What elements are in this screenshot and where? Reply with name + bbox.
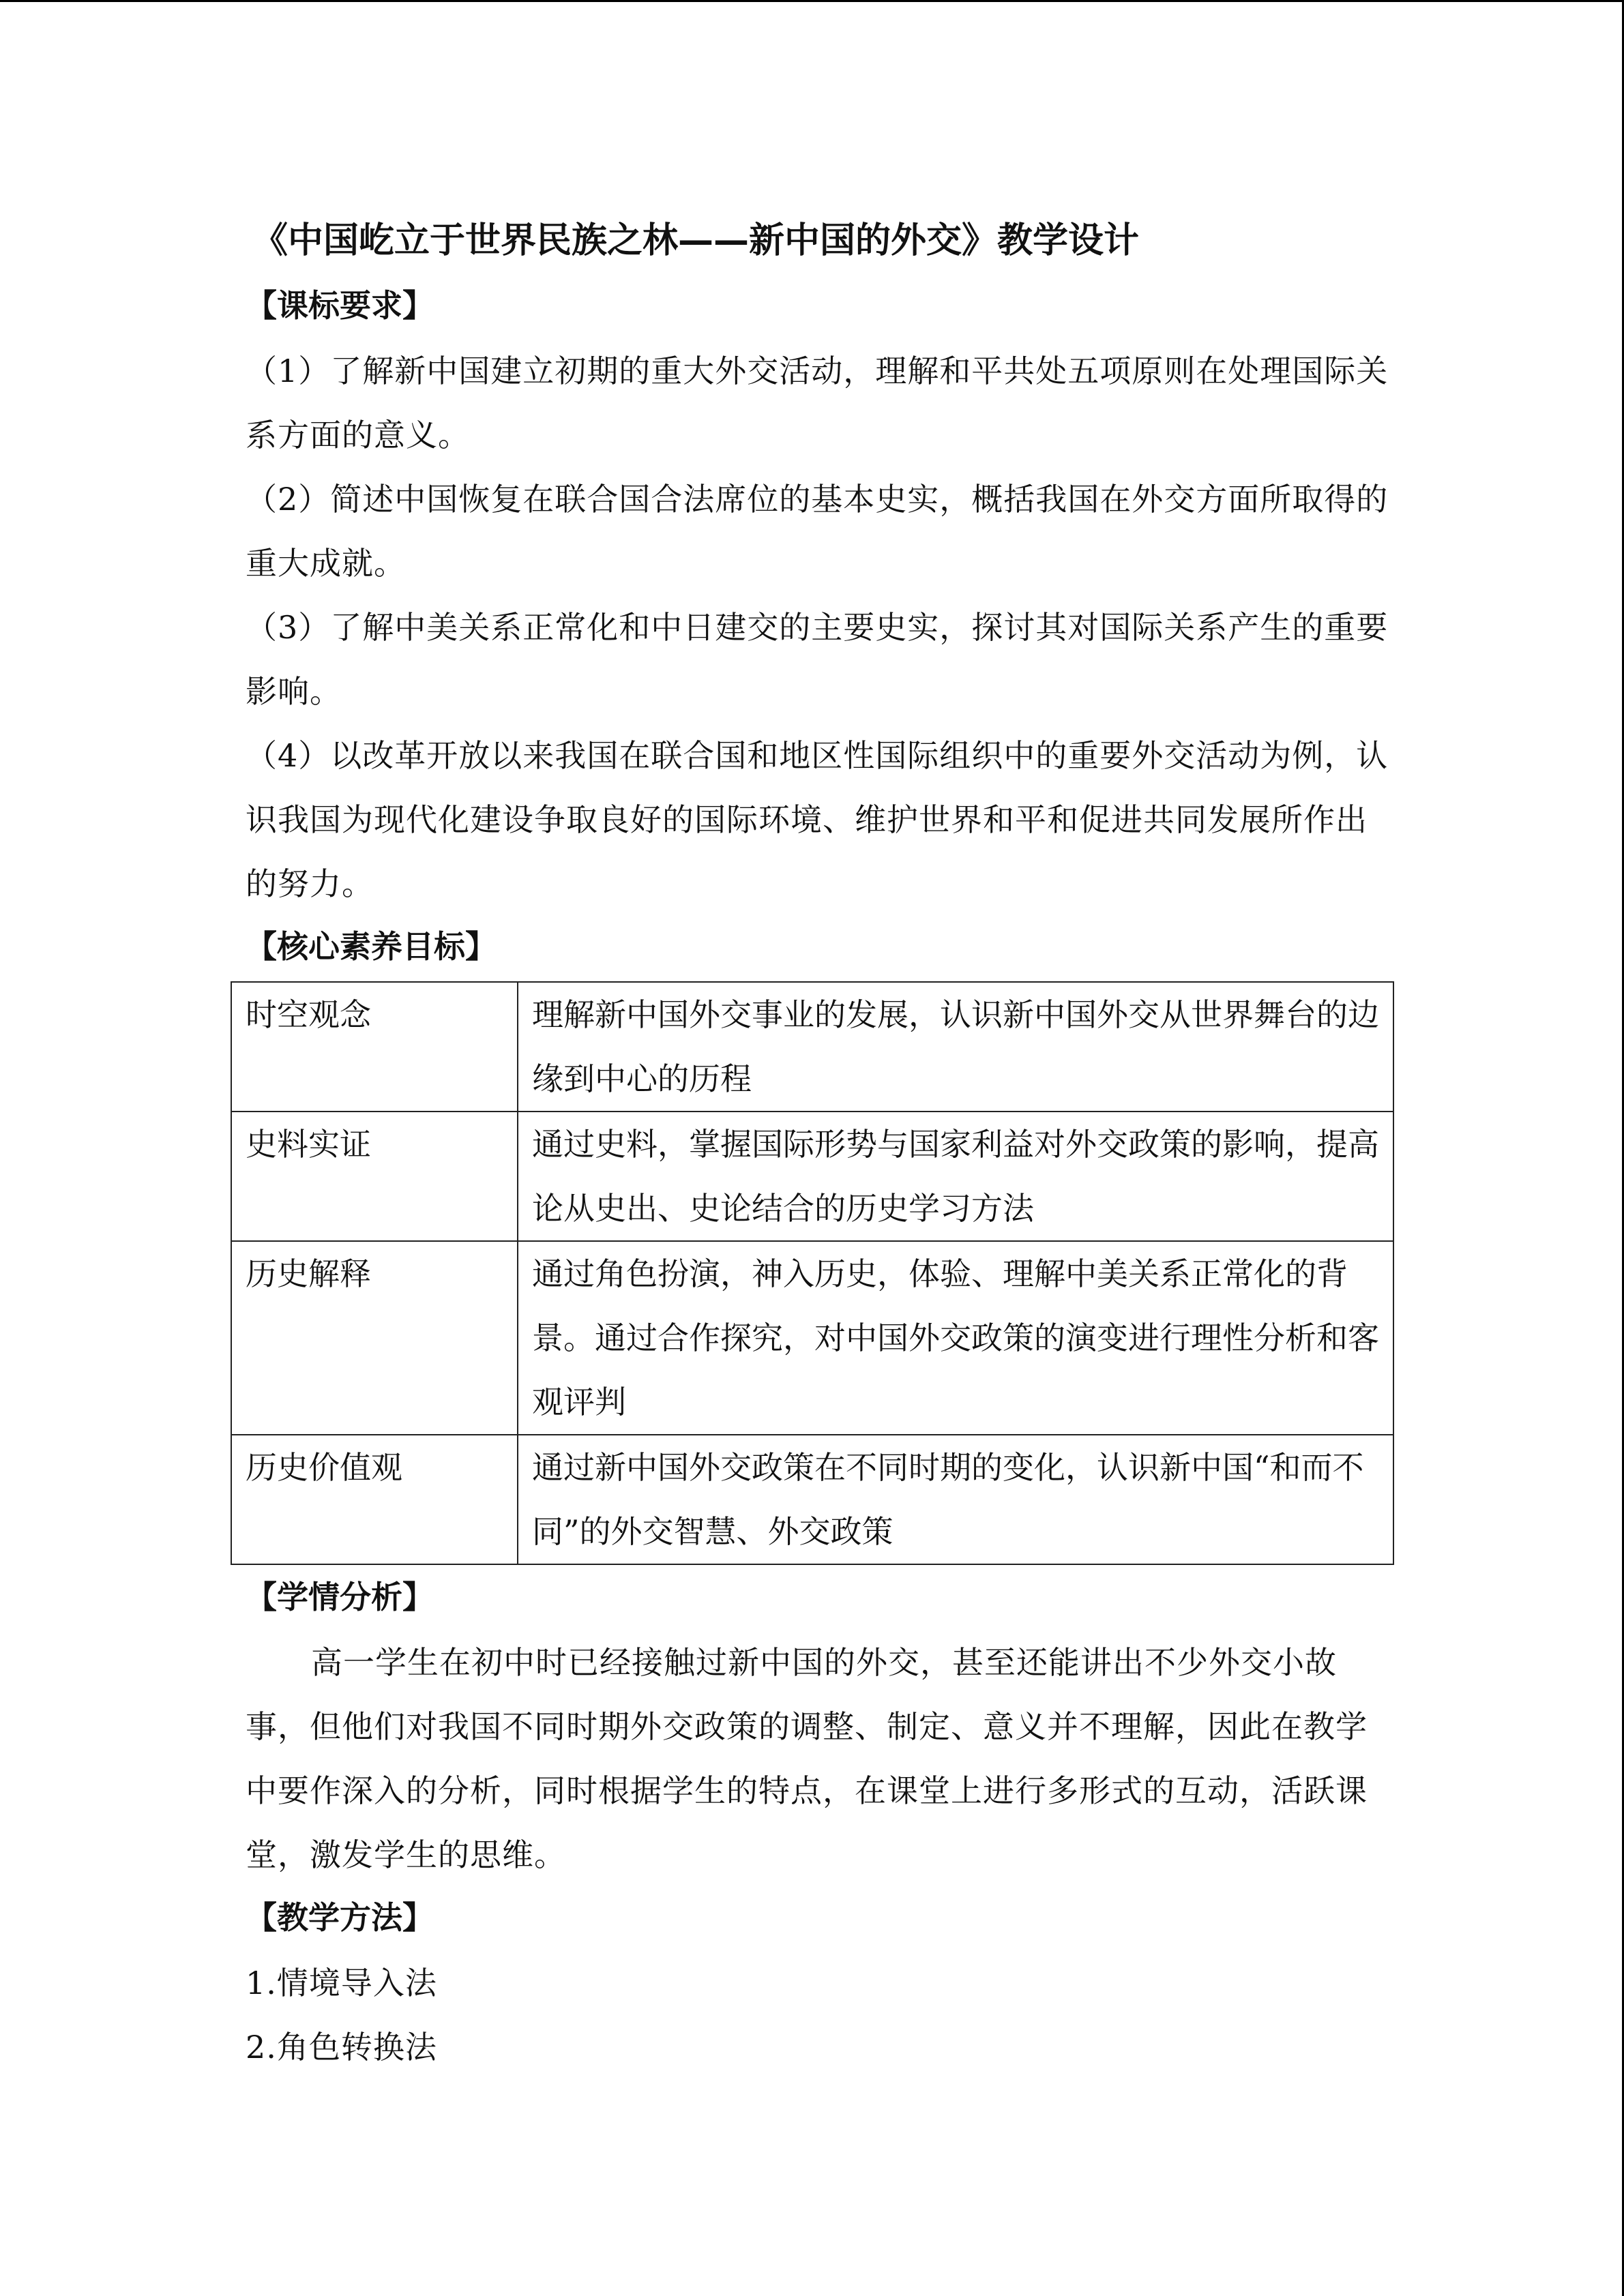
learner-analysis-text: 高一学生在初中时已经接触过新中国的外交，甚至还能讲出不少外交小故事，但他们对我国不同时期外交政策的调整、制定、意义并不理解，因此在教学中要作深入的分析，同时根据学生的特点，在课堂上进行多形式的互动，活跃课堂，激发学生的思维。 xyxy=(246,1644,1368,1873)
literacy-value: 通过角色扮演，神入历史，体验、理解中美关系正常化的背景。通过合作探究，对中国外交政策的演变进行理性分析和客观评判 xyxy=(518,1241,1393,1435)
literacy-value: 通过新中国外交政策在不同时期的变化，认识新中国“和而不同”的外交智慧、外交政策 xyxy=(518,1435,1393,1564)
literacy-value: 理解新中国外交事业的发展，认识新中国外交从世界舞台的边缘到中心的历程 xyxy=(518,982,1393,1112)
table-row xyxy=(231,982,1393,1112)
curriculum-item-3: （3）了解中美关系正常化和中日建交的主要史实，探讨其对国际关系产生的重要影响。 xyxy=(246,609,1389,710)
literacy-value: 通过史料，掌握国际形势与国家利益对外交政策的影响，提高论从史出、史论结合的历史学习方法 xyxy=(518,1112,1393,1241)
core-literacy-section xyxy=(246,916,1395,1565)
curriculum-item-2: （2）简述中国恢复在联合国合法席位的基本史实，概括我国在外交方面所取得的重大成就。 xyxy=(246,481,1389,582)
table-row xyxy=(231,1435,1393,1564)
document-title: 《中国屹立于世界民族之林——新中国的外交》教学设计 xyxy=(252,220,1140,261)
literacy-key: 时空观念 xyxy=(231,982,518,1112)
literacy-key: 史料实证 xyxy=(231,1112,518,1241)
curriculum-section xyxy=(246,275,1395,916)
table-row xyxy=(231,1241,1393,1435)
learner-analysis-heading: 【学情分析】 xyxy=(246,1579,434,1615)
methods-heading: 【教学方法】 xyxy=(246,1899,434,1936)
table-row xyxy=(231,1112,1393,1241)
literacy-key: 历史解释 xyxy=(231,1241,518,1435)
core-literacy-table xyxy=(231,981,1394,1565)
literacy-key: 历史价值观 xyxy=(231,1435,518,1564)
methods-section xyxy=(246,1887,1395,2079)
curriculum-heading: 【课标要求】 xyxy=(246,287,434,324)
document-body xyxy=(246,207,1395,2079)
curriculum-item-4: （4）以改革开放以来我国在联合国和地区性国际组织中的重要外交活动为例，认识我国为现代化建设争取良好的国际环境、维护世界和平和促进共同发展所作出的努力。 xyxy=(246,737,1389,902)
method-item-2: 2.角色转换法 xyxy=(246,2029,437,2066)
learner-analysis-section xyxy=(246,1566,1395,1887)
core-literacy-heading: 【核心素养目标】 xyxy=(246,928,497,965)
method-item-1: 1.情境导入法 xyxy=(246,1965,437,2001)
curriculum-item-1: （1）了解新中国建立初期的重大外交活动，理解和平共处五项原则在处理国际关系方面的意义。 xyxy=(246,353,1389,453)
